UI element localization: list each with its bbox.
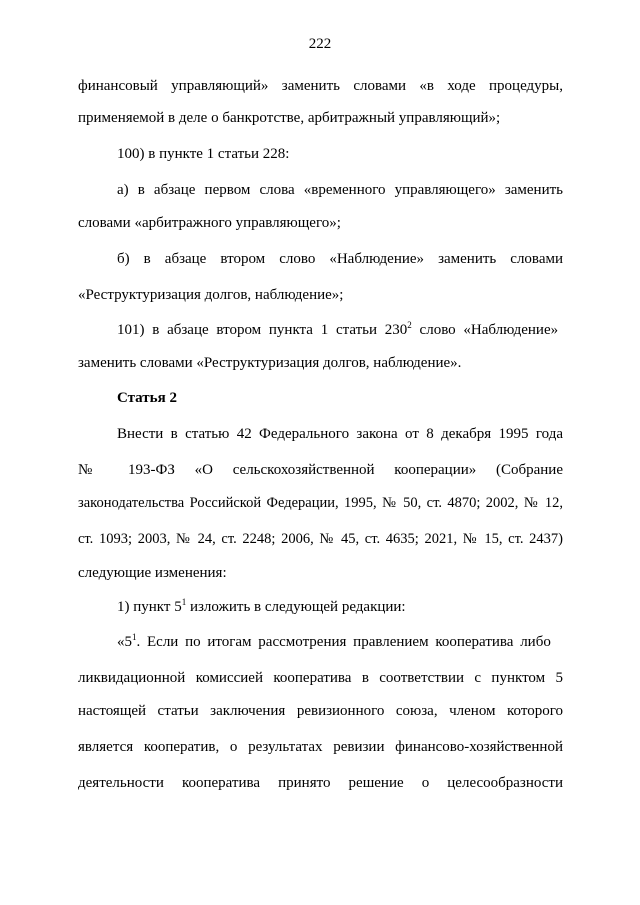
text-line: ст. 1093; 2003, № 24, ст. 2248; 2006, № 45, ст. 4635; 2021, № 15, ст. 2437)	[78, 531, 563, 547]
text-line: следующие изменения:	[78, 565, 227, 581]
superscript: 2	[407, 320, 412, 330]
text-line: ликвидационной комиссией кооператива в соответствии с пунктом 5	[78, 670, 563, 686]
text-run: . Если по итогам рассмотрения правлением кооператива либо	[136, 634, 551, 650]
text-run: изложить в следующей редакции:	[186, 599, 406, 615]
text-line	[117, 597, 563, 617]
text-line: настоящей статьи заключения ревизионного союза, членом которого	[78, 703, 563, 719]
text-run: 101) в абзаце втором пункта 1 статьи 230	[117, 322, 408, 338]
text-line: Внести в статью 42 Федерального закона от 8 декабря 1995 года	[117, 426, 563, 442]
text-line	[117, 632, 563, 652]
text-line: финансовый управляющий» заменить словами «в ходе процедуры,	[78, 78, 563, 94]
text-line: применяемой в деле о банкротстве, арбитражный управляющий»;	[78, 110, 501, 126]
text-run: слово «Наблюдение»	[411, 322, 559, 338]
text-line: законодательства Российской Федерации, 1995, № 50, ст. 4870; 2002, № 12,	[78, 495, 563, 511]
text-line: является кооператив, о результатах ревизии финансово-хозяйственной	[78, 739, 563, 755]
text-line: а) в абзаце первом слова «временного управляющего» заменить	[117, 182, 563, 198]
superscript: 1	[132, 632, 137, 642]
text-line: № 193-ФЗ «О сельскохозяйственной кооперации» (Собрание	[78, 462, 563, 478]
text-line: «Реструктуризация долгов, наблюдение»;	[78, 287, 344, 303]
page-number: 222	[308, 36, 332, 52]
text-line: словами «арбитражного управляющего»;	[78, 215, 341, 231]
text-run: 1) пункт 5	[117, 599, 182, 615]
text-line: б) в абзаце втором слово «Наблюдение» заменить словами	[117, 251, 563, 267]
text-line: деятельности кооператива принято решение о целесообразности	[78, 775, 563, 791]
text-run: «5	[117, 634, 132, 650]
text-line: 100) в пункте 1 статьи 228:	[117, 146, 290, 162]
text-line: заменить словами «Реструктуризация долгов, наблюдение».	[78, 355, 462, 371]
superscript: 1	[181, 597, 187, 607]
article-heading: Статья 2	[117, 390, 177, 406]
text-line	[117, 320, 563, 340]
